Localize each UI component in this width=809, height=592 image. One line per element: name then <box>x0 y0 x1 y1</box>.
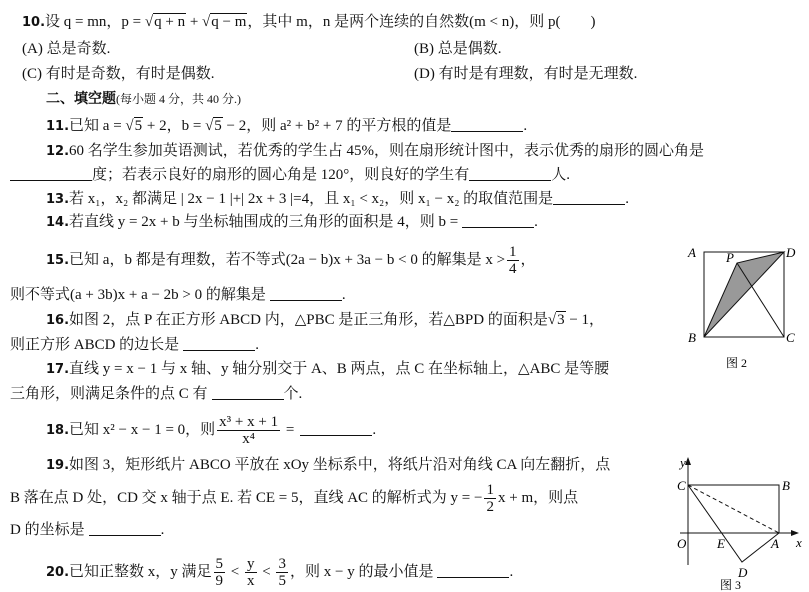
text: . <box>255 337 259 353</box>
question-16 <box>46 310 604 331</box>
denominator: x <box>247 573 255 590</box>
answer-blank <box>183 336 255 351</box>
question-number: 13. <box>46 192 70 207</box>
text: < <box>258 564 275 580</box>
denominator: x⁴ <box>242 431 255 448</box>
question-number: 19. <box>46 458 70 473</box>
text: 人. <box>551 167 571 183</box>
section-heading <box>46 89 241 109</box>
label-b: B <box>688 330 696 345</box>
fraction <box>484 482 496 515</box>
text: x + m，则点 <box>497 490 579 506</box>
question-13 <box>46 189 629 210</box>
label-p: P <box>726 250 734 265</box>
label-e: E <box>717 536 725 551</box>
figure-2 <box>680 240 805 380</box>
label-d: D <box>738 565 748 580</box>
text: . <box>625 191 629 207</box>
label-d: D <box>786 245 796 260</box>
text: = <box>282 422 295 438</box>
text: 若直线 y = 2x + b 与坐标轴围成的三角形的面积是 4，则 b = <box>69 214 459 230</box>
text: + <box>186 14 203 30</box>
answer-blank <box>300 421 372 436</box>
label-y: y <box>680 455 686 470</box>
text: < <box>227 564 244 580</box>
question-number: 16. <box>46 313 70 328</box>
question-number: 11. <box>46 119 70 134</box>
answer-blank <box>270 286 342 301</box>
radicand: 3 <box>557 312 565 328</box>
question-number: 18. <box>46 423 70 438</box>
text: 设 q = mn，p = <box>45 14 145 30</box>
fraction <box>214 556 226 589</box>
question-19-cont2 <box>10 520 164 540</box>
question-20 <box>46 556 513 589</box>
numerator: 1 <box>486 482 494 499</box>
answer-blank <box>462 213 534 228</box>
question-17 <box>46 359 609 380</box>
text: D 的坐标是 <box>10 522 85 538</box>
radicand: q − m <box>211 14 247 30</box>
question-11 <box>46 116 527 137</box>
figure-caption: 图 3 <box>720 578 742 592</box>
fraction <box>245 556 257 589</box>
question-10 <box>22 12 595 33</box>
question-number: 15. <box>46 253 70 268</box>
text: 直线 y = x − 1 与 x 轴、y 轴分别交于 A、B 两点，点 C 在坐标轴上，△ABC 是等腰 <box>69 361 610 377</box>
question-16-cont <box>10 335 259 355</box>
question-number: 17. <box>46 362 70 377</box>
question-18 <box>46 414 376 447</box>
fraction <box>276 556 288 589</box>
text: 度；若表示良好的扇形的圆心角是 120°，则良好的学生有 <box>92 167 470 183</box>
answer-blank <box>451 117 523 132</box>
denominator: 5 <box>278 573 286 590</box>
text: 已知 a，b 都是有理数，若不等式(2a − b)x + 3a − b < 0 的解集是 x > <box>69 252 506 268</box>
text: ，则 x − y 的最小值是 <box>289 564 434 580</box>
option-a: (A) 总是奇数. <box>22 41 111 57</box>
text: − 2，则 a² + b² + 7 的平方根的值是 <box>222 118 452 134</box>
text: 已知 x² − x − 1 = 0，则 <box>69 422 216 438</box>
triangle-bpd <box>704 252 784 337</box>
text: ， <box>520 252 536 268</box>
question-15 <box>46 244 536 277</box>
question-number: 10. <box>22 15 46 30</box>
fraction <box>217 414 280 447</box>
question-19-cont <box>10 482 578 515</box>
question-15-cont <box>10 285 346 305</box>
figure-caption: 图 2 <box>726 356 748 370</box>
text: ，其中 m，n 是两个连续的自然数(m < n)，则 p( ) <box>247 14 596 30</box>
radicand: 5 <box>214 118 222 134</box>
text: 60 名学生参加英语测试，若优秀的学生占 45%，则在扇形统计图中，表示优秀的扇形的圆心角是 <box>69 143 705 159</box>
text: 则不等式(a + 3b)x + a − 2b > 0 的解集是 <box>10 287 266 303</box>
label-o: O <box>677 536 687 551</box>
question-number: 20. <box>46 565 70 580</box>
text: 若 x₁，x₂ 都满足 | 2x − 1 |+| 2x + 3 |=4，且 x₁ < x₂，则 x₁ − x₂ 的取值范围是 <box>69 191 554 207</box>
answer-blank <box>10 166 92 181</box>
sqrt: √3 <box>547 312 565 328</box>
text: B 落在点 D 处，CD 交 x 轴于点 E. 若 CE = 5，直线 AC 的解析式为 y = − <box>10 490 483 506</box>
numerator: 1 <box>509 244 517 261</box>
text: 已知 a = <box>69 118 126 134</box>
question-number: 12. <box>46 144 70 159</box>
question-12-cont <box>10 165 570 185</box>
numerator: 5 <box>215 556 224 573</box>
sqrt: √q + n <box>144 14 186 30</box>
folded-triangle <box>688 485 779 562</box>
text: 个. <box>283 386 303 402</box>
numerator: 3 <box>278 556 286 573</box>
sqrt: √q − m <box>202 14 247 30</box>
answer-blank <box>469 166 551 181</box>
answer-blank <box>89 521 161 536</box>
option-c: (C) 有时是奇数，有时是偶数. <box>22 66 215 82</box>
label-a: A <box>688 245 696 260</box>
question-19 <box>46 455 610 476</box>
figure-3 <box>672 455 807 592</box>
question-number: 14. <box>46 215 70 230</box>
answer-blank <box>553 190 625 205</box>
numerator: y <box>247 556 255 573</box>
label-a: A <box>771 536 779 551</box>
denominator: 9 <box>215 573 224 590</box>
label-c: C <box>786 330 795 345</box>
sqrt: √5 <box>205 118 222 134</box>
diagonal-ca <box>688 485 779 533</box>
section-note: (每小题 4 分，共 40 分.) <box>116 92 241 106</box>
question-12 <box>46 141 704 162</box>
question-14 <box>46 212 538 233</box>
text: − 1， <box>565 312 605 328</box>
denominator: 2 <box>486 499 494 516</box>
answer-blank <box>212 385 284 400</box>
question-17-cont <box>10 384 302 404</box>
sqrt: √5 <box>125 118 143 134</box>
answer-blank <box>437 563 509 578</box>
radicand: 5 <box>134 118 143 134</box>
text: 三角形，则满足条件的点 C 有 <box>10 386 208 402</box>
denominator: 4 <box>509 261 517 278</box>
text: . <box>534 214 538 230</box>
text: 则正方形 ABCD 的边长是 <box>10 337 180 353</box>
label-x: x <box>796 535 802 550</box>
text: . <box>523 118 528 134</box>
label-b: B <box>782 478 790 493</box>
text: . <box>509 564 514 580</box>
section-title: 二、填空题 <box>46 91 116 107</box>
text: 已知正整数 x，y 满足 <box>69 564 212 580</box>
text: . <box>341 287 346 303</box>
numerator: x³ + x + 1 <box>219 414 279 431</box>
text: + 2，b = <box>143 118 206 134</box>
text: . <box>372 422 377 438</box>
label-c: C <box>677 478 686 493</box>
option-d: (D) 有时是有理数，有时是无理数. <box>414 66 638 82</box>
y-axis-arrow <box>685 457 691 465</box>
option-b: (B) 总是偶数. <box>414 41 502 57</box>
text: . <box>160 522 165 538</box>
fraction <box>507 244 519 277</box>
radicand: q + n <box>154 14 186 30</box>
text: 如图 2，点 P 在正方形 ABCD 内，△PBC 是正三角形，若△BPD 的面积是 <box>69 312 548 328</box>
text: 如图 3，矩形纸片 ABCO 平放在 xOy 坐标系中，将纸片沿对角线 CA 向左翻折，点 <box>69 457 611 473</box>
